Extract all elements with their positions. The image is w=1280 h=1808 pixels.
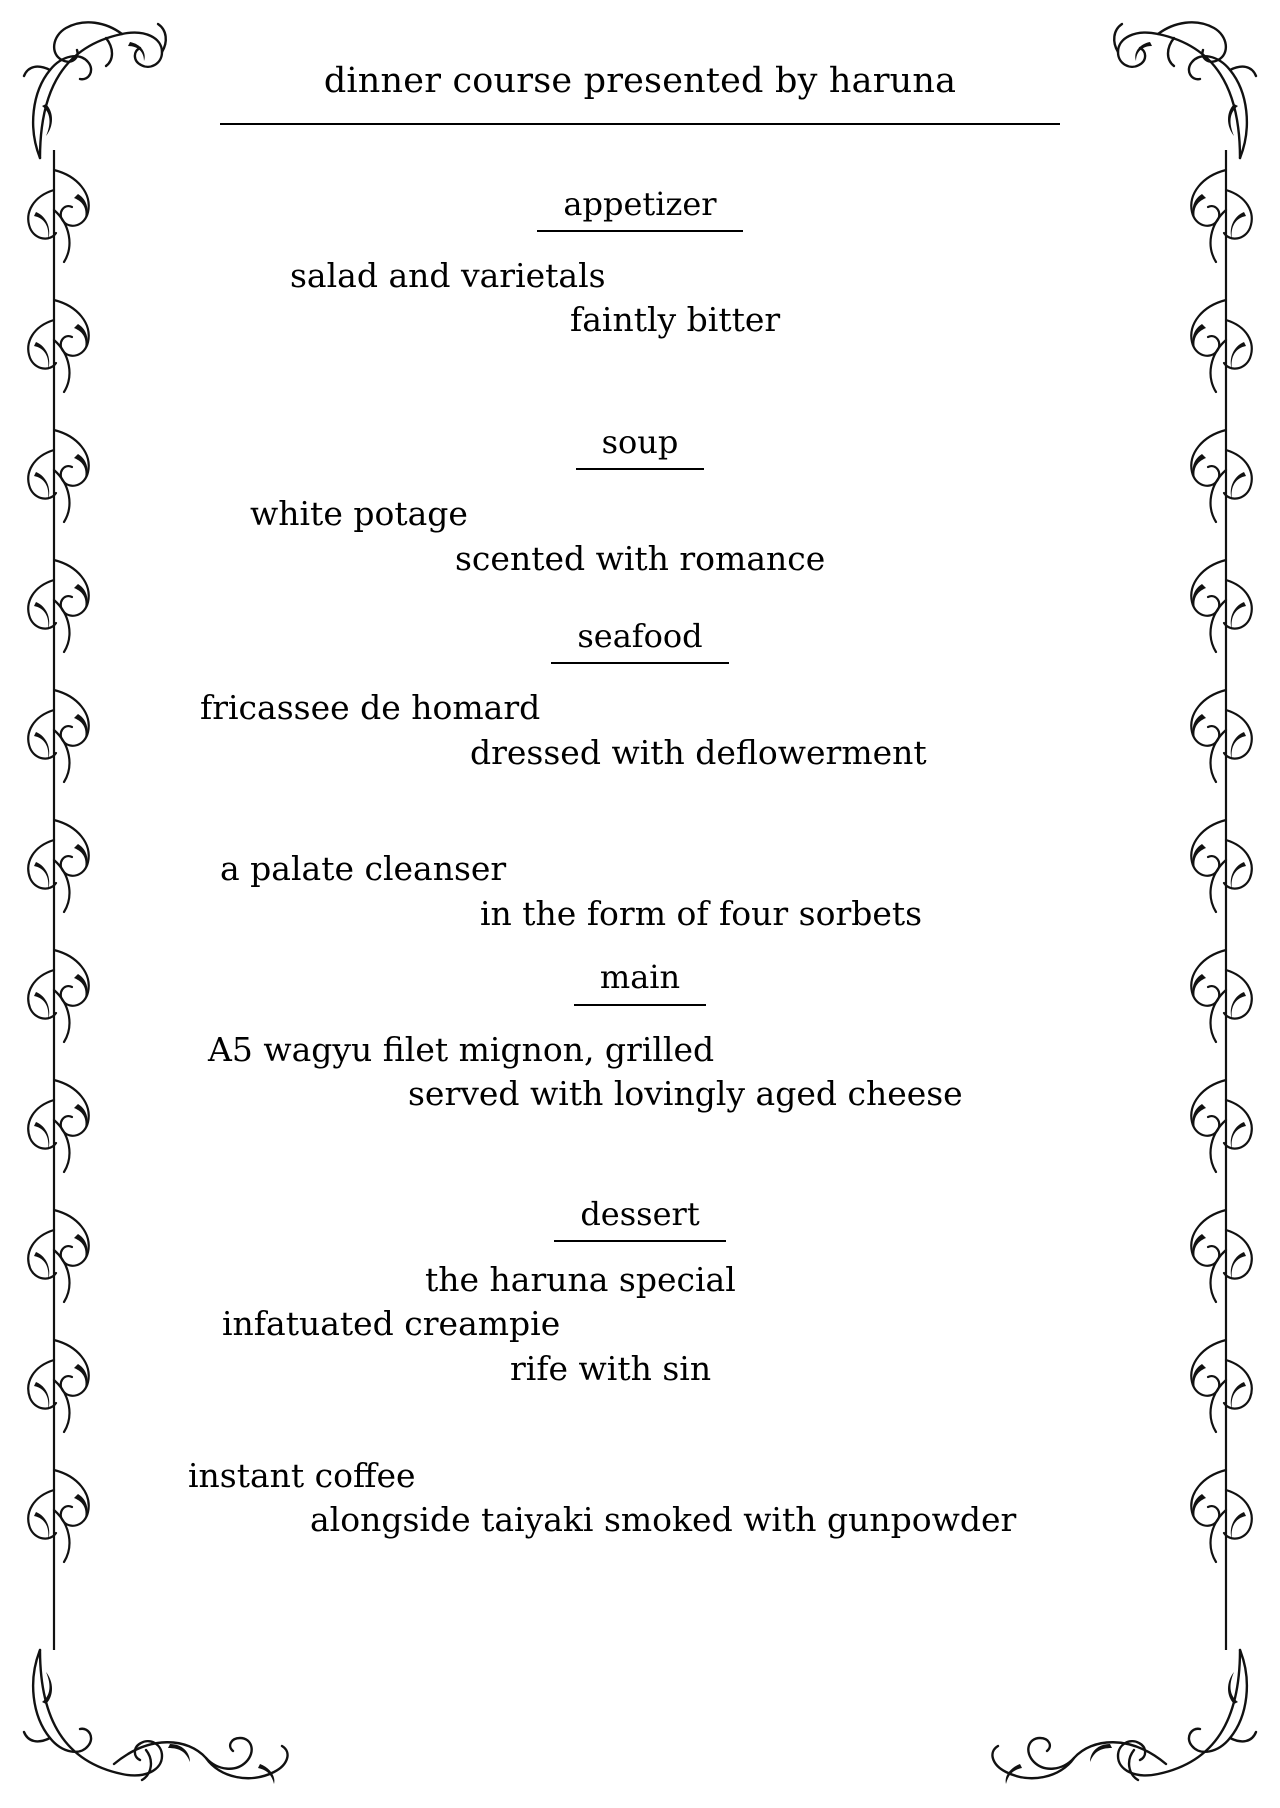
course-appetizer [140, 254, 1140, 343]
page-title: dinner course presented by haruna [323, 61, 957, 101]
section-heading-label: soup [576, 425, 705, 470]
dish-name: white potage [250, 493, 468, 533]
section-heading-label: main [574, 960, 706, 1005]
section-heading-main [140, 960, 1140, 1005]
dish-name: A5 wagyu filet mignon, grilled [208, 1029, 715, 1069]
dish-name: infatuated creampie [222, 1304, 561, 1344]
section-main [140, 960, 1140, 1116]
dish-note: scented with romance [455, 538, 826, 578]
section-heading-label: dessert [554, 1197, 725, 1242]
course-seafood [140, 686, 1140, 775]
section-heading-seafood [140, 619, 1140, 664]
section-soup [140, 422, 1140, 581]
section-dessert [140, 1194, 1140, 1392]
course-dessert [140, 1258, 1140, 1392]
dish-name: fricassee de homard [200, 688, 541, 728]
title-divider [220, 123, 1060, 125]
dish-note: rife with sin [510, 1349, 712, 1388]
dish-name: instant coffee [188, 1455, 416, 1495]
section-heading-soup [140, 422, 1140, 470]
section-palate-cleanser [140, 847, 1140, 936]
course-main [140, 1028, 1140, 1117]
side-vine-left [8, 150, 128, 1650]
course-soup [140, 492, 1140, 581]
dish-note: in the form of four sorbets [480, 893, 923, 933]
section-heading-appetizer [140, 184, 1140, 232]
section-heading-dessert [140, 1194, 1140, 1242]
dish-note: faintly bitter [570, 300, 781, 340]
section-appetizer [140, 184, 1140, 343]
section-seafood [140, 619, 1140, 775]
course-coffee [140, 1454, 1140, 1543]
section-heading-label: seafood [551, 619, 728, 664]
dish-name-primary: the haruna special [425, 1259, 736, 1299]
dish-name: a palate cleanser [220, 849, 507, 889]
dish-note: dressed with deflowerment [470, 732, 927, 772]
dish-note: served with lovingly aged cheese [408, 1074, 963, 1114]
dish-note: alongside taiyaki smoked with gunpowder [310, 1500, 1017, 1540]
side-vine-right [1152, 150, 1272, 1650]
section-coffee [140, 1454, 1140, 1543]
course-palate-cleanser [140, 847, 1140, 936]
section-heading-label: appetizer [537, 187, 742, 232]
menu-body [140, 0, 1140, 1808]
dish-name: salad and varietals [290, 255, 606, 295]
